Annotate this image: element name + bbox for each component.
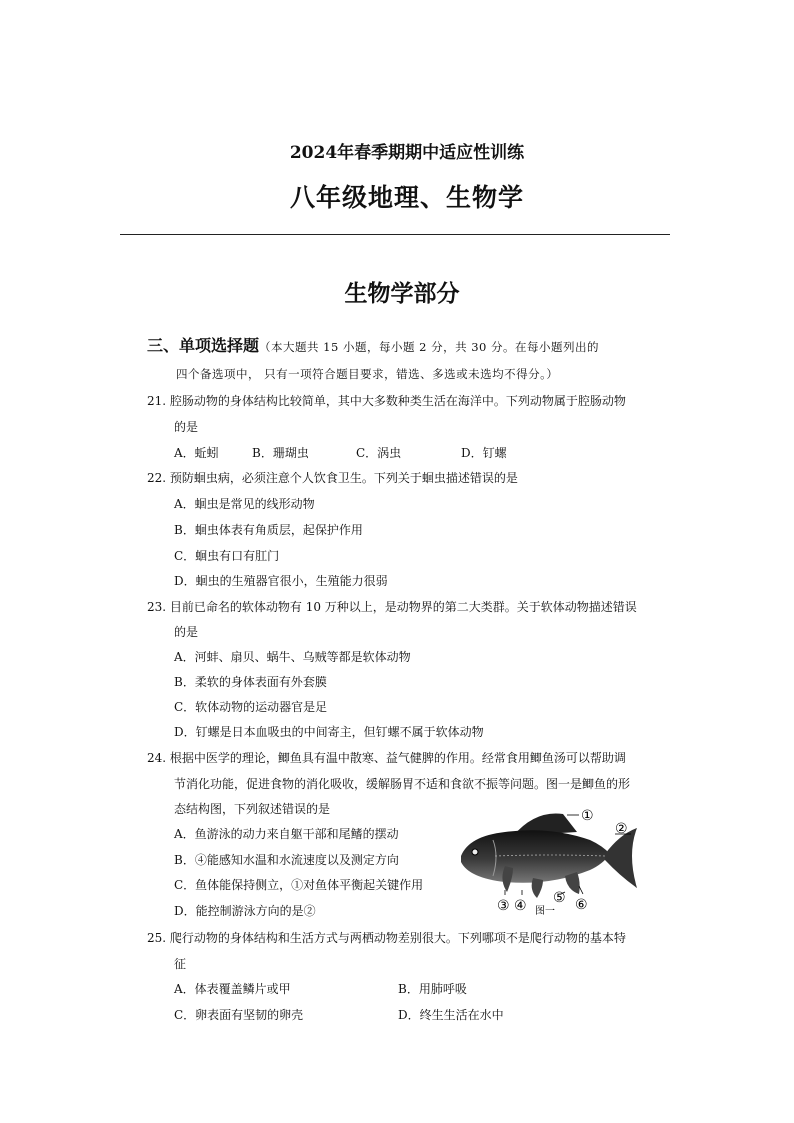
question-21-stem-line2: 的是 — [174, 420, 199, 434]
question-24-stem-line3: 态结构图，下列叙述错误的是 — [174, 802, 331, 816]
section-note-line2: 四个备选项中， 只有一项符合题目要求，错选、多选或未选均不得分。） — [176, 367, 559, 381]
question-25-stem-line2: 征 — [174, 957, 187, 971]
question-24-option-b: B．④能感知水温和水流速度以及测定方向 — [174, 853, 399, 867]
fish-label-4: ④ — [514, 898, 527, 914]
exam-subtitle: 2024年春季期期中适应性训练 — [289, 143, 525, 163]
question-23-stem-line1: 23. 目前已命名的软体动物有 10 万种以上，是动物界的第二大类群。关于软体动物描述错误 — [147, 600, 637, 614]
question-21-option-c: C．涡虫 — [356, 446, 402, 460]
question-25-option-a: A．体表覆盖鳞片或甲 — [174, 982, 291, 996]
fish-label-3: ③ — [497, 898, 510, 914]
fish-pelvic-fin — [532, 878, 543, 898]
fish-tail-fin — [605, 828, 637, 888]
fish-label-2: ② — [615, 821, 628, 837]
fish-body — [461, 830, 610, 883]
header-divider — [120, 234, 670, 235]
fish-anal-fin — [565, 872, 580, 894]
question-21-option-d: D．钉螺 — [461, 446, 507, 460]
fish-label-6: ⑥ — [575, 897, 588, 913]
fish-label-1: ① — [581, 808, 594, 824]
question-25-option-d: D．终生生活在水中 — [398, 1008, 504, 1022]
question-23-option-b: B．柔软的身体表面有外套膜 — [174, 675, 327, 689]
question-21-option-b: B．珊瑚虫 — [252, 446, 309, 460]
question-22-stem-line1: 22. 预防蛔虫病，必须注意个人饮食卫生。下列关于蛔虫描述错误的是 — [147, 471, 518, 485]
question-24-stem-line1: 24. 根据中医学的理论，鲫鱼具有温中散寒、益气健脾的作用。经常食用鲫鱼汤可以帮助调 — [147, 751, 626, 765]
fish-figure — [455, 806, 645, 918]
part-title: 生物学部分 — [344, 280, 460, 307]
question-23-option-c: C．软体动物的运动器官是足 — [174, 700, 328, 714]
section-heading-label: 三、单项选择题 — [147, 336, 260, 355]
question-22-option-a: A．蛔虫是常见的线形动物 — [174, 497, 315, 511]
question-23-stem-line2: 的是 — [174, 625, 199, 639]
fish-figure-caption: 图一 — [535, 906, 555, 917]
section-heading — [147, 333, 599, 356]
section-note-line1: （本大题共 15 小题，每小题 2 分，共 30 分。在每小题列出的 — [259, 340, 600, 354]
question-24-option-a: A．鱼游泳的动力来自躯干部和尾鳍的摆动 — [174, 827, 399, 841]
question-22-option-b: B．蛔虫体表有角质层，起保护作用 — [174, 523, 363, 537]
question-25-option-b: B．用肺呼吸 — [398, 982, 467, 996]
fish-pectoral-fin — [502, 866, 513, 892]
question-21-stem-line1: 21. 腔肠动物的身体结构比较简单，其中大多数种类生活在海洋中。下列动物属于腔肠动物 — [147, 394, 626, 408]
exam-title: 八年级地理、生物学 — [289, 183, 524, 212]
question-23-option-a: A．河蚌、扇贝、蜗牛、乌贼等都是软体动物 — [174, 650, 411, 664]
question-25-stem-line1: 25. 爬行动物的身体结构和生活方式与两栖动物差别很大。下列哪项不是爬行动物的基本特 — [147, 931, 626, 945]
question-24-stem-line2: 节消化功能，促进食物的消化吸收，缓解肠胃不适和食欲不振等问题。图一是鲫鱼的形 — [174, 777, 631, 791]
question-22-option-d: D．蛔虫的生殖器官很小，生殖能力很弱 — [174, 574, 388, 588]
question-23-option-d: D．钉螺是日本血吸虫的中间寄主，但钉螺不属于软体动物 — [174, 725, 484, 739]
question-21-option-a: A．蚯蚓 — [174, 446, 219, 460]
fish-eye — [472, 849, 478, 855]
question-24-option-c: C．鱼体能保持侧立，①对鱼体平衡起关键作用 — [174, 878, 424, 892]
question-24-option-d: D．能控制游泳方向的是② — [174, 904, 316, 918]
question-22-option-c: C．蛔虫有口有肛门 — [174, 549, 280, 563]
question-25-option-c: C．卵表面有坚韧的卵壳 — [174, 1008, 304, 1022]
fish-label-5: ⑤ — [553, 890, 566, 906]
